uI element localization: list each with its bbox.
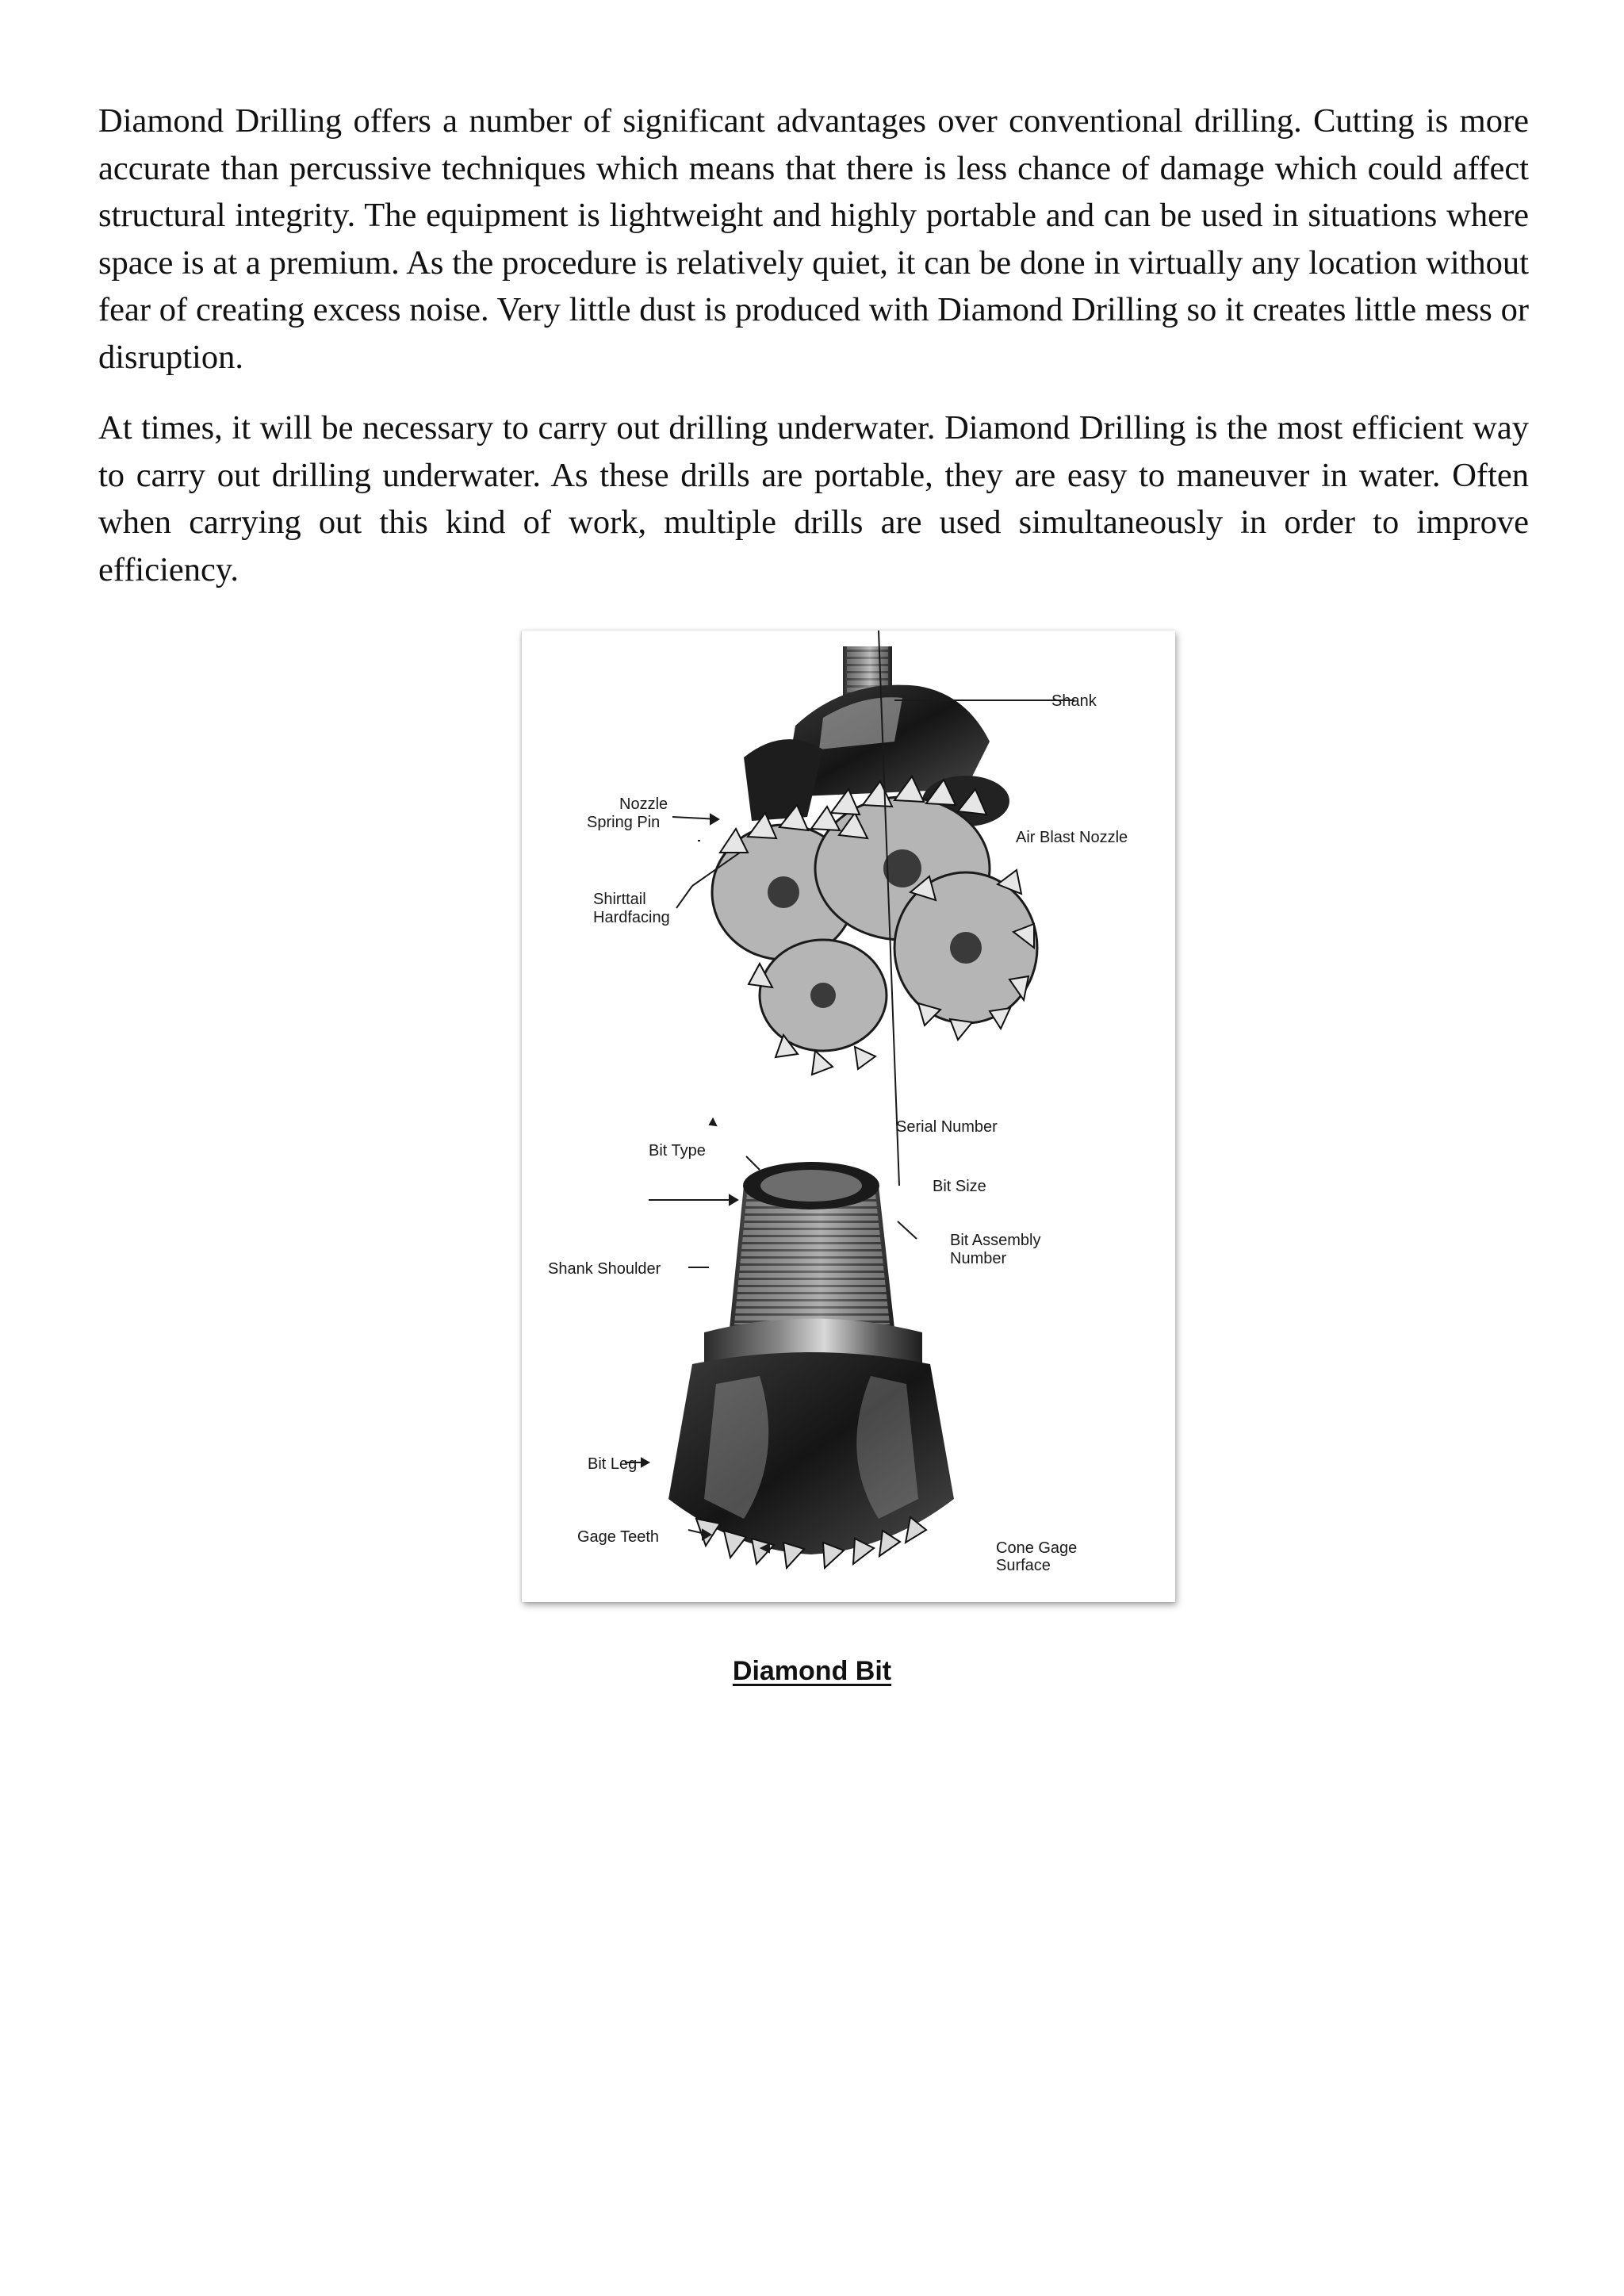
paragraph-text: At times, it will be necessary to carry out drilling underwater. Diamond Drilling is the most efficient way to carry out drilling underwater. As these drills are portable, they are easy to maneuver in water. Often when carrying out this kind of work, multiple drills are used simultaneously in order to improve efficiency. [98, 409, 1529, 588]
paragraph-advantages [98, 98, 1529, 381]
label-shank: Shank [1051, 692, 1097, 710]
label-air-blast-nozzle: Air Blast Nozzle [1016, 829, 1128, 846]
diamond-bit-illustration [522, 631, 1175, 1602]
label-nozzle-spring-pin-line2: Spring Pin [587, 814, 661, 831]
diamond-bit-figure [522, 631, 1175, 1602]
label-serial-number: Serial Number [896, 1118, 998, 1136]
label-gage-teeth: Gage Teeth [577, 1528, 660, 1546]
label-shank-shoulder: Shank Shoulder [548, 1260, 661, 1278]
top-bit-drawing [672, 646, 1074, 1075]
label-bit-assembly-number-line2: Number [950, 1250, 1007, 1267]
label-shirttail-hardfacing-line1: Shirttail [593, 891, 646, 908]
figure-caption [0, 1656, 1624, 1687]
label-shirttail-hardfacing-line2: Hardfacing [593, 909, 670, 926]
label-bit-leg: Bit Leg [588, 1455, 638, 1473]
label-nozzle-spring-pin-line1: Nozzle [619, 795, 668, 813]
label-bit-assembly-number-line1: Bit Assembly [950, 1232, 1041, 1249]
caption-text: Diamond Bit [732, 1656, 892, 1686]
label-cone-gage-surface-line1: Cone Gage [996, 1539, 1078, 1557]
label-bit-type: Bit Type [649, 1142, 706, 1159]
label-cone-gage-surface-line2: Surface [996, 1557, 1051, 1574]
paragraph-underwater [98, 404, 1529, 593]
paragraph-text: Diamond Drilling offers a number of significant advantages over conventional drilling. Cutting is more accurate than percussive techniques which means that there is less chance of damage which could affect structural integrity. The equipment is lightweight and highly portable and can be used in situations where space is at a premium. As the procedure is relatively quiet, it can be done in virtually any location without fear of creating excess noise. Very little dust is produced with Diamond Drilling so it creates little mess or disruption. [98, 102, 1529, 376]
label-bit-size: Bit Size [933, 1178, 986, 1195]
